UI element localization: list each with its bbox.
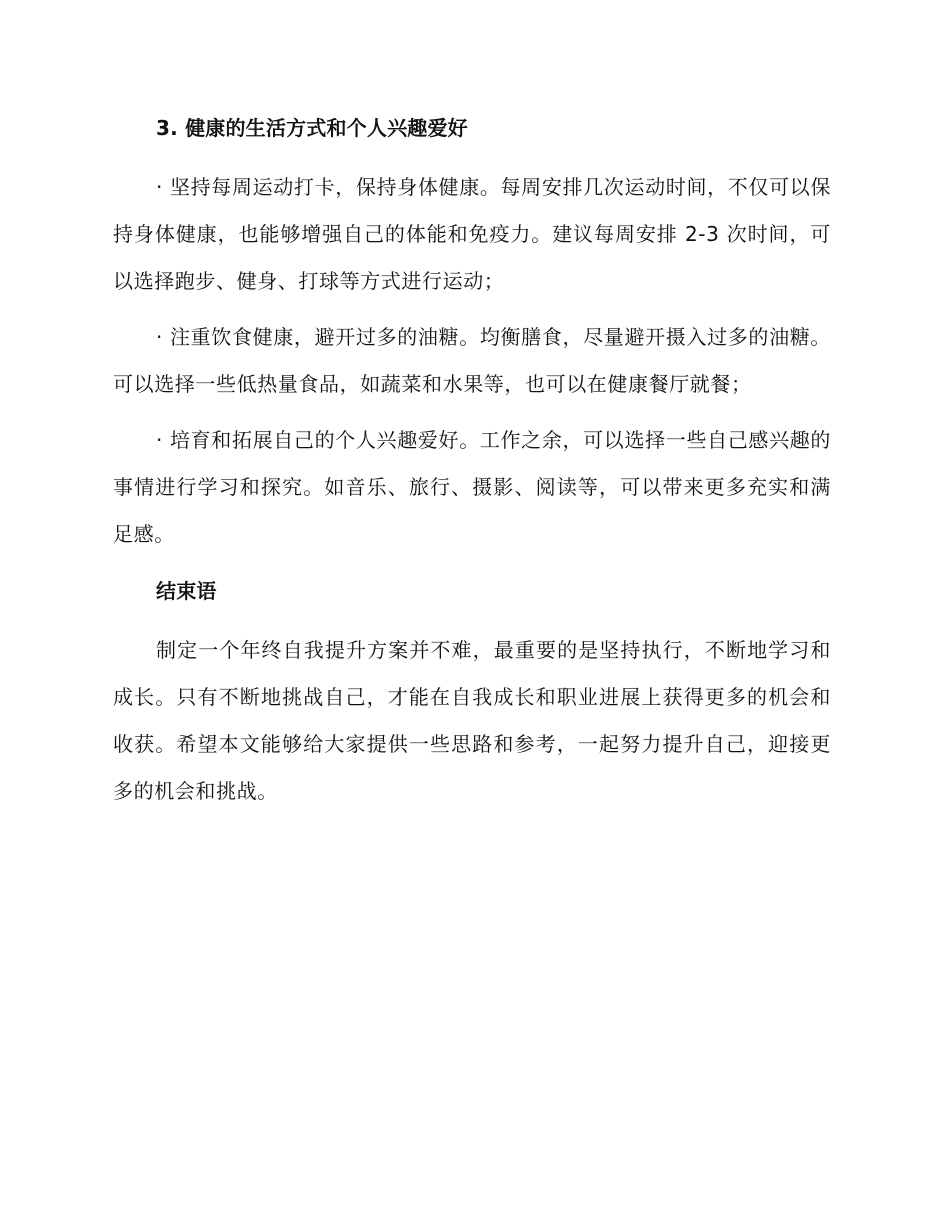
list-item-diet: · 注重饮食健康，避开过多的油糖。均衡膳食，尽量避开摄入过多的油糖。可以选择一些低热量食品，如蔬菜和水果等，也可以在健康餐厅就餐； [113, 325, 831, 396]
conclusion-paragraph: 制定一个年终自我提升方案并不难，最重要的是坚持执行，不断地学习和成长。只有不断地挑战自己，才能在自我成长和职业进展上获得更多的机会和收获。希望本文能够给大家提供一些思路和参考，一起努力提升自己，迎接更多的机会和挑战。 [113, 638, 831, 803]
section-heading-conclusion: 结束语 [156, 579, 217, 603]
document-content [113, 112, 831, 815]
list-item-exercise: · 坚持每周运动打卡，保持身体健康。每周安排几次运动时间，不仅可以保持身体健康，也能够增强自己的体能和免疫力。建议每周安排 2-3 次时间，可以选择跑步、健身、打球等方式进行运动； [113, 175, 831, 293]
list-item-hobbies: · 培育和拓展自己的个人兴趣爱好。工作之余，可以选择一些自己感兴趣的事情进行学习和探究。如音乐、旅行、摄影、阅读等，可以带来更多充实和满足感。 [113, 428, 831, 546]
section-heading-healthy-lifestyle: 3. 健康的生活方式和个人兴趣爱好 [156, 116, 468, 140]
